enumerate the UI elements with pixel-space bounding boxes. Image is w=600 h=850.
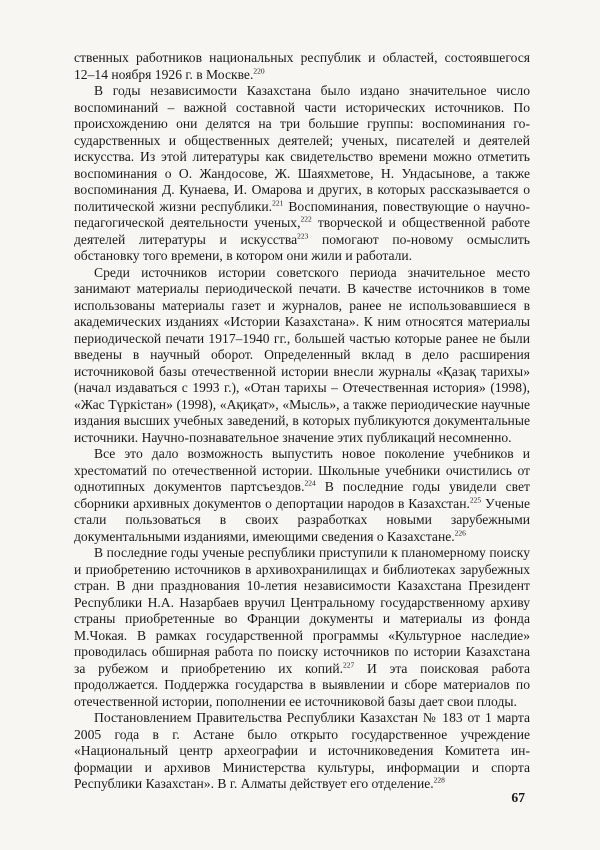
paragraph bbox=[74, 50, 530, 83]
text-run: Все это дало возможность выпустить новое поколение учебников и хрестоматий по отечественной истории. Школьные учебники очистились от однотипных документов партсъездов. bbox=[74, 446, 530, 494]
paragraph bbox=[74, 710, 530, 793]
footnote-ref: 227 bbox=[343, 659, 355, 669]
text-run: В последние годы увидели свет сборники архивных документов о депортации народов в Казахстан. bbox=[74, 479, 530, 511]
text-run: ственных работников национальных республик и областей, состоявшегося 12–14 ноября 1926 г. в Москве. bbox=[74, 50, 530, 82]
paragraph bbox=[74, 265, 530, 447]
text-run: творческой и общественной работе деятелей литературы и искусства bbox=[74, 215, 531, 247]
text-run: Среди источников истории советского периода значительное место занимают материалы периодической печати. В качестве источников в томе использованы материалы газет и журналов, ранее не использовавшиеся в академических изданиях «Истории Казахстана». К ним относятся материалы периодической печати 1917–1940 гг., большей частью которые ранее не были введены в научный оборот. Определенный вклад в дело расширения источниковой базы отечественной истории внесли журналы «Қазақ тарихы» (начал издаваться с 1993 г.), «Отан тарихы – Отечественная история» (1998), «Жас Түркістан» (1998), «Ақиқат», «Мысль», а также периодические научные издания высших учебных заведений, в которых публикуются документальные источники. Научно-познавательное значение этих публикаций несомненно. bbox=[74, 264, 530, 445]
footnote-ref: 223 bbox=[297, 230, 309, 240]
text-run: В последние годы ученые республики приступили к планомерному поиску и приобретению источников в архивохранилищах и библиотеках зарубежных стран. В дни празднования 10-летия независимости Казахстана Президент Республики Н.А. Назарбаев вручил Центральному государственному архиву страны приобретенные во Франции документы и материалы из фонда М.Чокая. В рамках государственной программы «Культурное наследие» проводилась обширная работа по поиску источников по истории Казахстана за рубежом и приобретению их копий. bbox=[74, 545, 530, 676]
paragraph bbox=[74, 545, 530, 710]
footnote-ref: 222 bbox=[300, 214, 312, 224]
paragraph bbox=[74, 446, 530, 545]
text-run: Постановлением Правительства Республики Казахстан № 183 от 1 марта 2005 года в г. Астане было открыто государственное учреждение «Национальный центр археографии и источниковедения Комитета информации и архивов Министерства культуры, информации и спорта Республики Казахстан». В г. Алматы действует его отделение. bbox=[74, 710, 530, 791]
page-number: 67 bbox=[511, 790, 525, 805]
footnote-ref: 228 bbox=[433, 775, 445, 785]
footnote-ref: 220 bbox=[253, 65, 265, 75]
text-run: помогают по-новому осмыслить обстановку того времени, в котором они жили и работали. bbox=[74, 231, 530, 263]
footnote-ref: 224 bbox=[304, 478, 316, 488]
footnote-ref: 221 bbox=[272, 197, 284, 207]
text-run: И эта поисковая работа продолжается. Поддержка государства в выявлении и сборе материалов по отечественной истории, пополнении ее источниковой базы дает свои плоды. bbox=[74, 660, 530, 709]
footnote-ref: 226 bbox=[454, 527, 466, 537]
text-run: Ученые стали пользоваться в своих разработках новыми зарубежными документальными изданиями, имеющими сведения о Казахстане. bbox=[74, 495, 530, 544]
footnote-ref: 225 bbox=[469, 494, 482, 504]
text-run: В годы независимости Казахстана было издано значительное число воспоминаний – важной составной части исторических источников. По происхождению они делятся на три большие группы: воспоминания государственных и общественных деятелей; ученых, писателей и деятелей искусства. Из этой литературы как свидетельство времени можно отметить воспоминания о О. Жандосове, Ж. Шаяхметове, Н. Ундасынове, а также воспоминания Д. Кунаева, И. Омарова и других, в которых рассказывается о политической жизни республики. bbox=[74, 83, 530, 214]
paragraph bbox=[74, 83, 530, 265]
text-run: Воспоминания, повествующие о научно-педагогической деятельности ученых, bbox=[74, 198, 530, 230]
page-body bbox=[74, 50, 530, 793]
